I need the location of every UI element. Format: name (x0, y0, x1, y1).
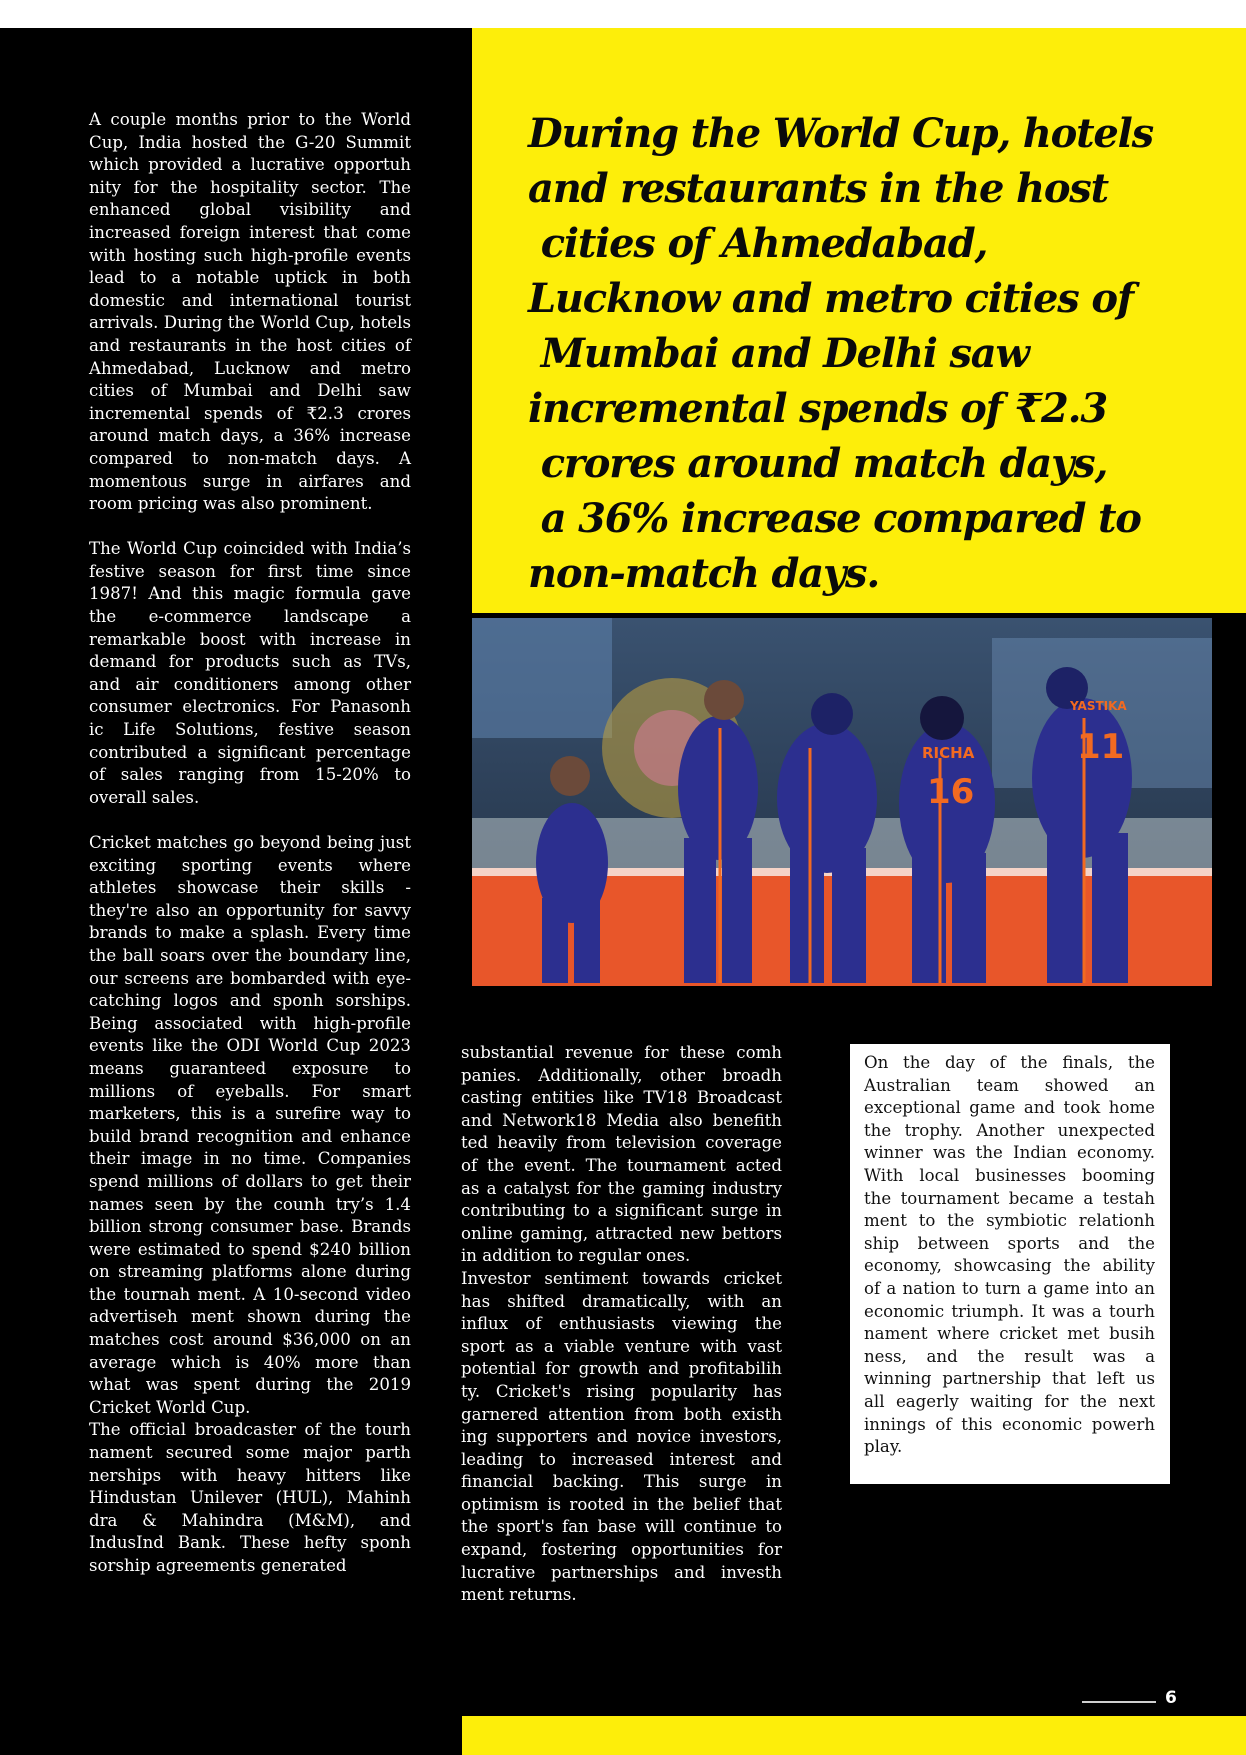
pull-quote (528, 106, 1218, 601)
sidebar-box-text: On the day of the finals, the Australian team showed an exceptional game and took home the trophy. Another unexpected winner was the Indian economy. With local businesses booming the tournament became a testah ment to the symbiotic relationh ship between sports and the economy, showcasing the ability of a nation to turn a game into an economic triumph. It was a tourh nament where cricket met busih ness, and the result was a winning partnership that left us all eagerly waiting for the next innings of this economic powerh play. (864, 1053, 1155, 1457)
paragraph-broadcast-revenue: substantial revenue for these comh panies. Additionally, other broadh casting entities like TV18 Broadcast and Network18 Media also benefith ted heavily from television coverage of the event. The tournament acted as a catalyst for the gaming industry contributing to a significant surge in online gaming, attracted new bettors in addition to regular ones. (461, 1043, 782, 1266)
pull-quote-line: non-match days. (528, 550, 880, 597)
pull-quote-line: During the World Cup, hotels (528, 110, 1153, 157)
paragraph-investor-sentiment: Investor sentiment towards cricket has shifted dramatically, with an influx of enthusiasts viewing the sport as a viable venture with vast potential for growth and profitabilih ty. Cricket's rising popularity has garnered attention from both existh ing supporters and novice investors, leading to increased interest and financial backing. This surge in optimism is rooted in the belief that the sport's fan base will continue to expand, fostering opportunities for lucrative partnerships and investh ment returns. (461, 1268, 782, 1605)
jersey-name-richa: RICHA (922, 744, 975, 762)
pull-quote-line: cities of Ahmedabad, (528, 220, 988, 267)
article-column-2 (461, 1042, 782, 1607)
team-celebration-photo (472, 618, 1212, 986)
pull-quote-line: a 36% increase compared to (528, 495, 1141, 542)
paragraph-g20-hospitality: A couple months prior to the World Cup, India hosted the G-20 Summit which provided a lucrative opportuh nity for the hospitality sector. The enhanced global visibility and increased foreign interest that come with hosting such high-profile events lead to a notable uptick in both domestic and international tourist arrivals. During the World Cup, hotels and restaurants in the host cities of Ahmedabad, Lucknow and metro cities of Mumbai and Delhi saw incremental spends of ₹2.3 crores around match days, a 36% increase compared to non-match days. A momentous surge in airfares and room pricing was also prominent. (89, 110, 411, 514)
paragraph-festive-season: The World Cup coincided with India’s festive season for first time since 1987! And this magic formula gave the e-commerce landscape a remarkable boost with increase in demand for products such as TVs, and air conditioners among other consumer electronics. For Panasonh ic Life Solutions, festive season contributed a significant percentage of sales ranging from 15-20% to overall sales. (89, 539, 411, 807)
pull-quote-line: Mumbai and Delhi saw (528, 330, 1029, 377)
pull-quote-line: crores around match days, (528, 440, 1108, 487)
pull-quote-line: and restaurants in the host (528, 165, 1108, 212)
paragraph-brand-sponsorships: Cricket matches go beyond being just exciting sporting events where athletes showcase their skills - they're also an opportunity for savvy brands to make a splash. Every time the ball soars over the boundary line, our screens are bombarded with eye-catching logos and sponh sorships. Being associated with high-profile events like the ODI World Cup 2023 means guaranteed exposure to millions of eyeballs. For smart marketers, this is a surefire way to build brand recognition and enhance their image in no time. Companies spend millions of dollars to get their names seen by the counh try’s 1.4 billion strong consumer base. Brands were estimated to spend $240 billion on streaming platforms alone during the tournah ment. A 10-second video advertiseh ment shown during the matches cost around $36,000 on an average which is 40% more than what was spent during the 2019 Cricket World Cup. (89, 833, 411, 1417)
jersey-name-yastika: YASTIKA (1070, 699, 1127, 713)
pull-quote-line: Lucknow and metro cities of (528, 275, 1133, 322)
team-celebration-illustration (472, 618, 1212, 986)
pull-quote-line: incremental spends of ₹2.3 (528, 385, 1107, 432)
footer-yellow-strip (462, 1716, 1246, 1755)
jersey-number-richa: 16 (927, 772, 975, 812)
article-column-1 (89, 109, 411, 1578)
jersey-number-yastika: 11 (1077, 727, 1125, 767)
page-number-rule (1082, 1701, 1156, 1703)
paragraph-broadcaster: The official broadcaster of the tourh nament secured some major parth nerships with heavy hitters like Hindustan Unilever (HUL), Mahinh dra & Mahindra (M&M), and IndusInd Bank. These hefty sponh sorship agreements generated (89, 1420, 411, 1575)
page-number: 6 (1165, 1688, 1177, 1708)
